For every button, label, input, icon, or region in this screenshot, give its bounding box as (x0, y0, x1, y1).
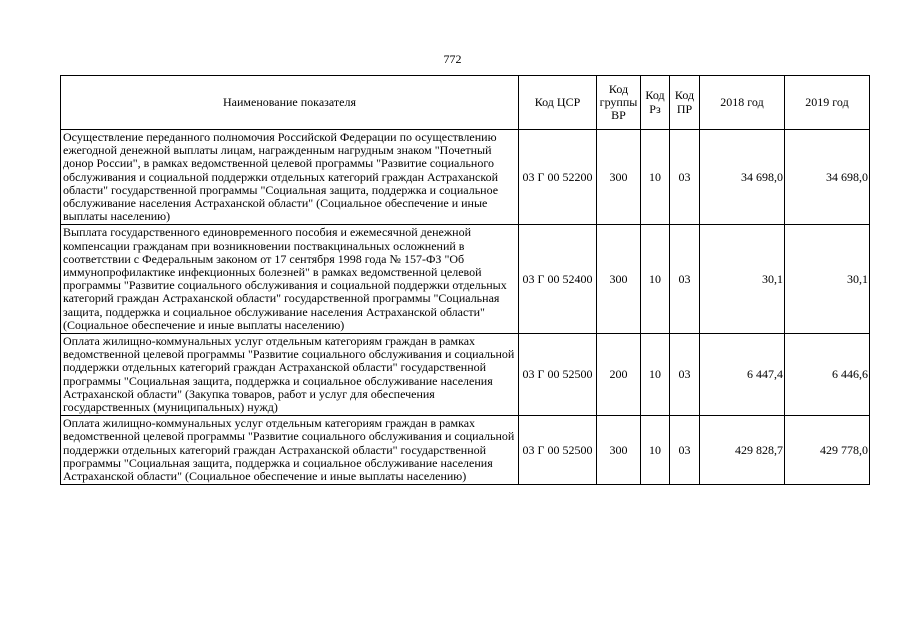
row-vr: 200 (597, 334, 641, 416)
row-2019: 429 778,0 (785, 416, 870, 485)
header-2019: 2019 год (785, 76, 870, 130)
row-csr: 03 Г 00 52500 (519, 416, 597, 485)
row-vr: 300 (597, 416, 641, 485)
row-pr: 03 (670, 334, 700, 416)
header-row (61, 76, 870, 130)
row-pr: 03 (670, 225, 700, 334)
header-2018: 2018 год (700, 76, 785, 130)
row-name: Оплата жилищно-коммунальных услуг отдельным категориям граждан в рамках ведомственной целевой программы "Развитие социального обслуживания и социальной поддержки отдельных категорий граждан Астраханской области" государственной программы "Социальная защита, поддержка и социальное обслуживание населения Астраханской области" (Социальное обеспечение и иные выплаты населению) (61, 416, 519, 485)
budget-table (60, 75, 870, 485)
row-2019: 6 446,6 (785, 334, 870, 416)
row-2019: 30,1 (785, 225, 870, 334)
row-pr: 03 (670, 416, 700, 485)
row-name: Осуществление переданного полномочия Российской Федерации по осуществлению ежегодной денежной выплаты лицам, награжденным нагрудным знаком "Почетный донор России", в рамках ведомственной целевой программы "Развитие социального обслуживания и социальной поддержки отдельных категорий граждан Астраханской области" государственной программы "Социальная защита, поддержка и социальное обслуживание населения Астраханской области" (Социальное обеспечение и иные выплаты населению) (61, 130, 519, 225)
row-name: Оплата жилищно-коммунальных услуг отдельным категориям граждан в рамках ведомственной целевой программы "Развитие социального обслуживания и социальной поддержки отдельных категорий граждан Астраханской области" государственной программы "Социальная защита, поддержка и социальное обслуживание населения Астраханской области" (Закупка товаров, работ и услуг для обеспечения государственных (муниципальных) нужд) (61, 334, 519, 416)
table-row (61, 225, 870, 334)
row-rz: 10 (641, 416, 670, 485)
table-row (61, 130, 870, 225)
header-csr: Код ЦСР (519, 76, 597, 130)
row-rz: 10 (641, 130, 670, 225)
row-2018: 6 447,4 (700, 334, 785, 416)
row-rz: 10 (641, 225, 670, 334)
table-header (61, 76, 870, 130)
row-csr: 03 Г 00 52200 (519, 130, 597, 225)
table-row (61, 416, 870, 485)
row-vr: 300 (597, 130, 641, 225)
row-2019: 34 698,0 (785, 130, 870, 225)
page-number: 772 (443, 52, 462, 66)
row-2018: 34 698,0 (700, 130, 785, 225)
row-rz: 10 (641, 334, 670, 416)
header-pr: Код ПР (670, 76, 700, 130)
row-2018: 429 828,7 (700, 416, 785, 485)
header-name: Наименование показателя (61, 76, 519, 130)
header-rz: Код Рз (641, 76, 670, 130)
row-vr: 300 (597, 225, 641, 334)
table-row (61, 334, 870, 416)
row-csr: 03 Г 00 52400 (519, 225, 597, 334)
row-name: Выплата государственного единовременного пособия и ежемесячной денежной компенсации гражданам при возникновении поствакцинальных осложнений в соответствии с Федеральным законом от 17 сентября 1998 года № 157-ФЗ "Об иммунопрофилактике инфекционных болезней" в рамках ведомственной целевой программы "Развитие социального обслуживания и социальной поддержки отдельных категорий граждан Астраханской области" государственной программы "Социальная защита, поддержка и социальное обслуживание населения Астраханской области" (Социальное обеспечение и иные выплаты населению) (61, 225, 519, 334)
row-2018: 30,1 (700, 225, 785, 334)
row-pr: 03 (670, 130, 700, 225)
table-body (61, 130, 870, 485)
header-vr: Код группы ВР (597, 76, 641, 130)
row-csr: 03 Г 00 52500 (519, 334, 597, 416)
